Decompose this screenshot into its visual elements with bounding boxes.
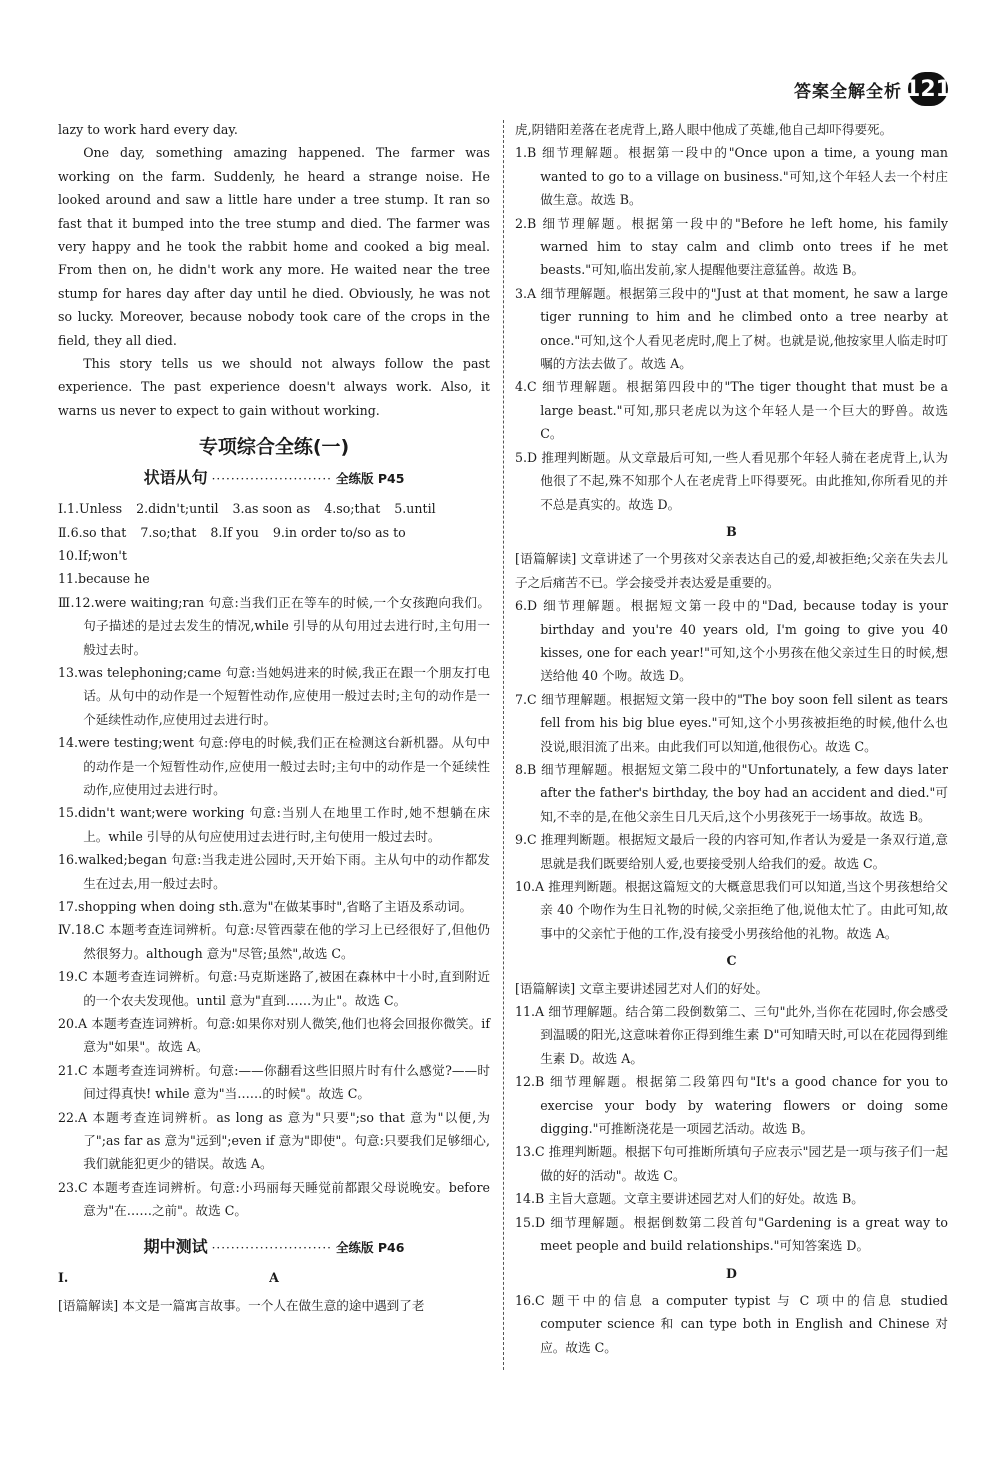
answer-item: Ⅳ.18.C 本题考查连词辨析。句意:尽管西蒙在他的学习上已经很好了,但他仍然很努力。although 意为"尽管;虽然",故选 C。: [58, 922, 490, 961]
column-divider: [503, 120, 504, 1370]
answer-item: 15.D 细节理解题。根据倒数第二段首句"Gardening is a great way to meet people and build relationships."可知答案选 D。: [515, 1214, 948, 1254]
answer-item: 13.was telephoning;came 句意:当她妈进来的时候,我正在跟一个朋友打电话。从句中的动作是一个短暂性动作,应使用一般过去时;主句的动作是一个延续性动作,应使用过去进行时。: [58, 664, 490, 727]
answer: Ⅱ.6.so that: [58, 524, 127, 540]
passage-summary: [语篇解读] 本文是一篇寓言故事。一个人在做生意的途中遇到了老: [58, 1297, 425, 1313]
answer-item: 5.D 推理判断题。从文章最后可知,一些人看见那个年轻人骑在老虎背上,认为他很了不起,殊不知那个人在老虎背上吓得要死。由此推知,你所看见的并不总是真实的。故选 D。: [515, 449, 948, 512]
answer: 2.didn't;until: [136, 501, 219, 517]
answer-item: 2.B 细节理解题。根据第一段中的"Before he left home, his family warned him to stay calm and climb onto trees if he met beasts."可知,临出发前,家人提醒他要注意猛兽。故选 B。: [515, 215, 948, 278]
page-header: [794, 72, 951, 106]
section-subtitle: 状语从句: [143, 467, 208, 487]
page-number: 121: [908, 72, 948, 106]
story-paragraph: This story tells us we should not always follow the past experience. The past experience doesn't always work. Also, it warns us never to expect to gain without working.: [58, 356, 490, 418]
answer: 10.If;won't: [58, 547, 127, 563]
answer: 5.until: [394, 501, 436, 517]
answer-item: 8.B 细节理解题。根据短文第二段中的"Unfortunately, a few days later after the father's birthday, the boy had an accident and died."可知,不幸的是,在他父亲生日几天后,这个小男孩死于一场事故。故选 B。: [515, 761, 948, 824]
answer-item: 14.B 主旨大意题。文章主要讲述园艺对人们的好处。故选 B。: [515, 1191, 864, 1207]
answer-item: 1.B 细节理解题。根据第一段中的"Once upon a time, a young man wanted to go to a village on business."可知,这个年轻人去一个村庄做生意。故选 B。: [515, 145, 948, 208]
header-title: 答案全解全析: [794, 81, 902, 102]
answer-item: 21.C 本题考查连词辨析。句意:——你翻看这些旧照片时有什么感觉?——时间过得真快! while 意为"当……的时候"。故选 C。: [58, 1062, 490, 1102]
answer-item: 16.walked;began 句意:当我走进公园时,天开始下雨。主从句中的动作都发生在过去,用一般过去时。: [58, 852, 490, 891]
answer: 4.so;that: [324, 501, 381, 517]
section-subtitle-row: [58, 1235, 490, 1260]
story-paragraph: lazy to work hard every day.: [58, 122, 238, 137]
section-title: 专项综合全练(一): [198, 436, 350, 459]
answer-item: 14.were testing;went 句意:停电的时候,我们正在检测这台新机器。从句中的动作是一个短暂性动作,应使用一般过去时;主句中的动作是一个延续性动作,应使用过去进行时。: [58, 735, 490, 797]
answer-item: 16.C 题干中的信息 a computer typist 与 C 项中的信息 studied computer science 和 can type both in English and Chinese 对应。故选 C。: [515, 1292, 948, 1355]
leader-dots: ·························: [211, 1240, 332, 1255]
passage-letter: D: [726, 1265, 737, 1281]
answer: 11.because he: [58, 571, 150, 587]
answer-item: 4.C 细节理解题。根据第四段中的"The tiger thought that must be a large beast."可知,那只老虎以为这个年轻人是一个巨大的野兽。故选 C。: [515, 379, 948, 442]
answer-item: 3.A 细节理解题。根据第三段中的"Just at that moment, he saw a large tiger running to him and he climbed onto a tree nearby at once."可知,这个人看见老虎时,爬上了树。也就是说,他按家里人临走时叮嘱的方法去做了。故选 A。: [515, 285, 948, 372]
section-subtitle-row: [58, 466, 490, 491]
answer-item: 7.C 细节理解题。根据短文第一段中的"The boy soon fell silent as tears fell from his big blue eyes."可知,这个小男孩被拒绝的时候,他什么也没说,眼泪流了出来。由此我们可以知道,他很伤心。故选 C。: [515, 691, 948, 754]
section-subtitle: 期中测试: [143, 1236, 208, 1256]
right-column: [515, 118, 948, 1359]
answer-item: 19.C 本题考查连词辨析。句意:马克斯迷路了,被困在森林中十小时,直到附近的一个农夫发现他。until 意为"直到……为止"。故选 C。: [58, 969, 490, 1008]
answer: 9.in order to/so as to: [272, 524, 406, 540]
passage-letter: B: [726, 523, 737, 539]
answer: 3.as soon as: [232, 501, 311, 517]
answer-item: 17.shopping when doing sth.意为"在做某事时",省略了主语及系动词。: [58, 899, 473, 914]
answer: Ⅰ.1.Unless: [58, 501, 123, 517]
passage-letter: A: [269, 1270, 279, 1286]
answer: 7.so;that: [140, 524, 197, 540]
section-reference: 全练版 P46: [335, 1239, 405, 1255]
story-paragraph: One day, something amazing happened. The farmer was working on the farm. Suddenly, he heard a strange noise. He looked around and saw a little hare under a tree stump. It ran so fast that it bumped into the tree stump and died. The farmer was very happy and he took the rabbit home and cooked a big meal. From then on, he didn't work any more. He waited near the tree stump for hares day after day until he died. Obviously, he was not so lucky. Moreover, because nobody took care of the crops in the field, they all died.: [58, 145, 490, 348]
left-column: [58, 118, 490, 1317]
answer-item: 10.A 推理判断题。根据这篇短文的大概意思我们可以知道,当这个男孩想给父亲 40 个吻作为生日礼物的时候,父亲拒绝了他,说他太忙了。由此可知,故事中的父亲忙于他的工作,没有接受小男孩给他的礼物。故选 A。: [515, 879, 948, 941]
part-number: Ⅰ.: [58, 1270, 69, 1286]
answer: 8.If you: [210, 524, 259, 540]
answer-row: [58, 497, 490, 520]
section-reference: 全练版 P45: [335, 470, 405, 486]
answer-item: 15.didn't want;were working 句意:当别人在地里工作时,她不想躺在床上。while 引导的从句应使用过去进行时,主句使用一般过去时。: [58, 805, 490, 844]
passage-continuation: 虎,阴错阳差落在老虎背上,路人眼中他成了英雄,他自己却吓得要死。: [515, 122, 893, 137]
answer-item: 9.C 推理判断题。根据短文最后一段的内容可知,作者认为爱是一条双行道,意思就是我们既要给别人爱,也要接受别人给我们的爱。故选 C。: [515, 832, 948, 871]
answer-row: [58, 521, 490, 568]
answer-item: 22.A 本题考查连词辨析。as long as 意为"只要";so that 意为"以便,为了";as far as 意为"远到";even if 意为"即使"。句意:只要我们足够细心,我们就能犯更少的错误。故选 A。: [58, 1109, 490, 1172]
answer-item: Ⅲ.12.were waiting;ran 句意:当我们正在等车的时候,一个女孩跑向我们。句子描述的是过去发生的情况,while 引导的从句用过去进行时,主句用一般过去时。: [58, 594, 490, 657]
passage-summary: [语篇解读] 文章讲述了一个男孩对父亲表达自己的爱,却被拒绝;父亲在失去儿子之后痛苦不已。学会接受并表达爱是重要的。: [515, 551, 948, 590]
answer-item: 6.D 细节理解题。根据短文第一段中的"Dad, because today is your birthday and you're 40 years old, I'm going to give you 40 kisses, one for each year!"可知,这个小男孩在他父亲过生日的时候,想送给他 40 个吻。故选 D。: [515, 598, 948, 684]
answer-item: 20.A 本题考查连词辨析。句意:如果你对别人微笑,他们也将会回报你微笑。if 意为"如果"。故选 A。: [58, 1016, 490, 1055]
part-heading: [58, 1266, 490, 1289]
answer-item: 23.C 本题考查连词辨析。句意:小玛丽每天睡觉前都跟父母说晚安。before 意为"在……之前"。故选 C。: [58, 1179, 490, 1219]
passage-letter: C: [726, 953, 737, 969]
answer-item: 12.B 细节理解题。根据第二段第四句"It's a good chance for you to exercise your body by watering flowers or doing some digging."可推断浇花是一项园艺活动。故选 B。: [515, 1074, 948, 1137]
leader-dots: ·························: [211, 471, 332, 486]
passage-summary: [语篇解读] 文章主要讲述园艺对人们的好处。: [515, 980, 769, 996]
answer-item: 11.A 细节理解题。结合第二段倒数第二、三句"此外,当你在花园时,你会感受到温暖的阳光,这意味着你正得到维生素 D"可知晴天时,可以在花园得到维生素 D。故选 A。: [515, 1004, 948, 1066]
answer-item: 13.C 推理判断题。根据下句可推断所填句子应表示"园艺是一项与孩子们一起做的好的活动"。故选 C。: [515, 1144, 948, 1183]
